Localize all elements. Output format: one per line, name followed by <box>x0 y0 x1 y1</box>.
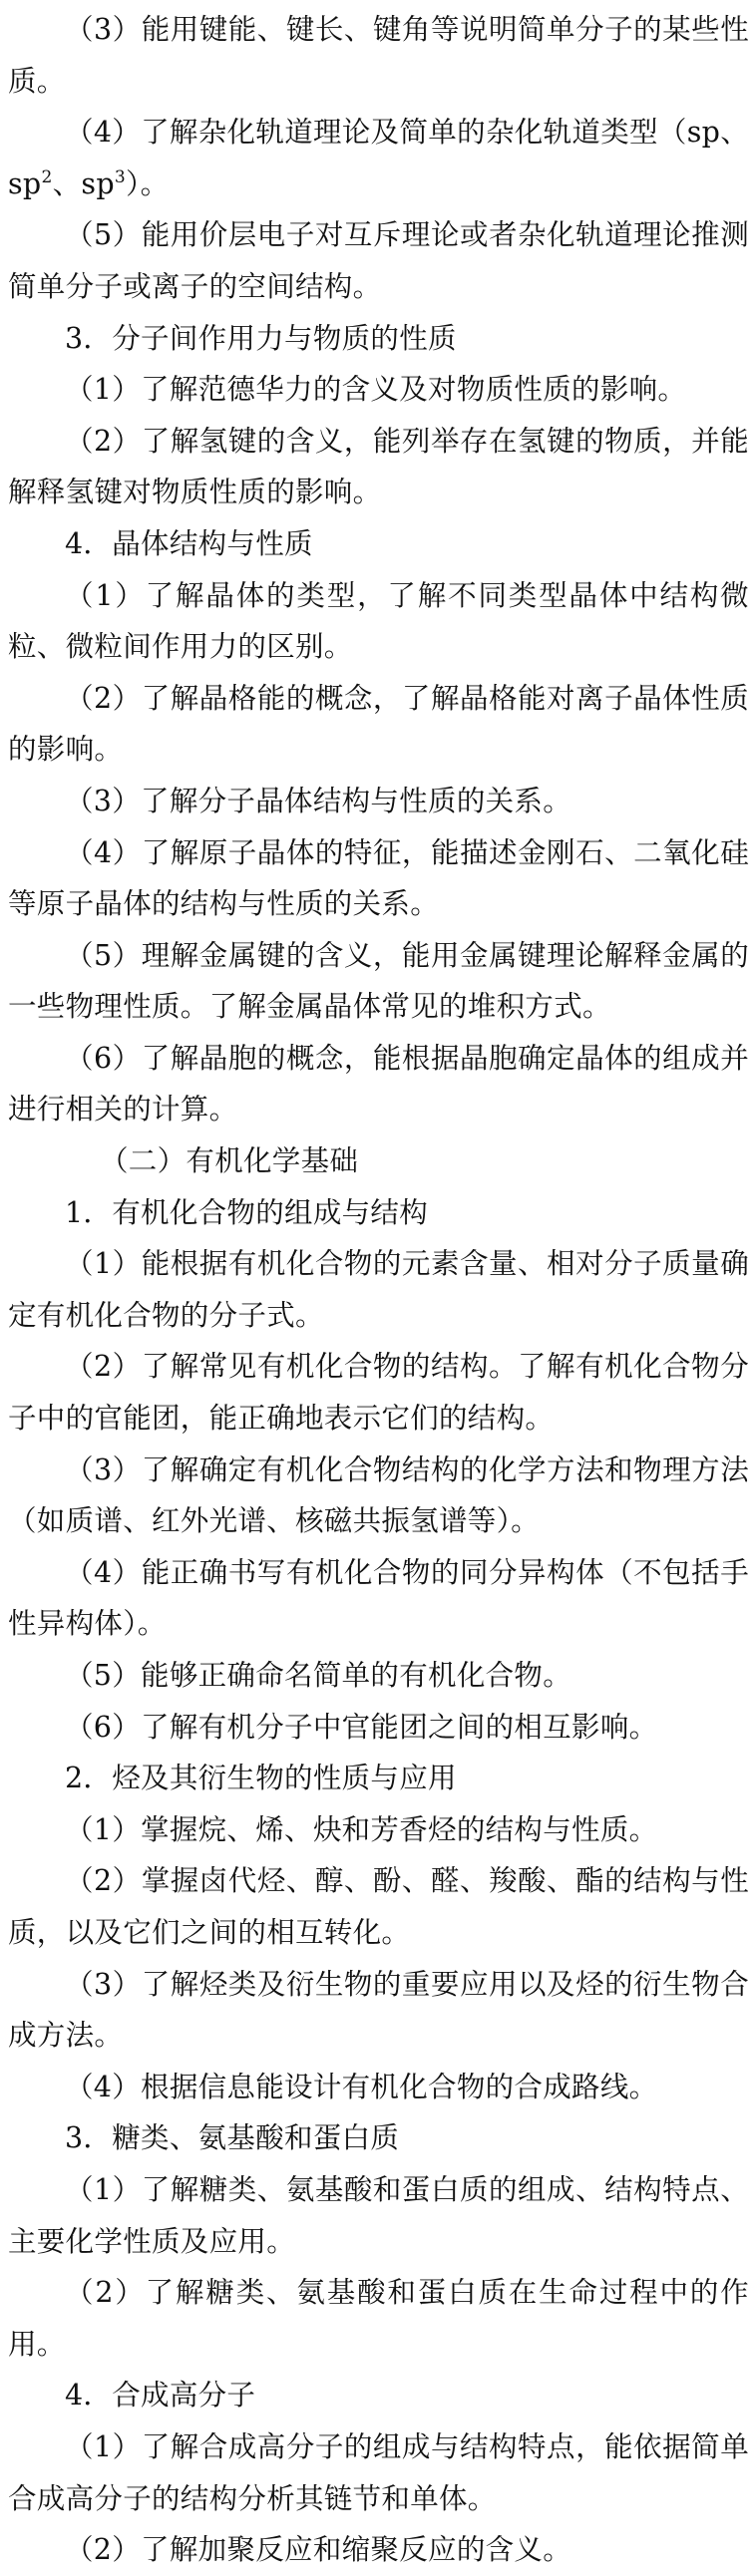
subheading: 4．晶体结构与性质 <box>65 526 313 560</box>
paragraph: （5）能用价层电子对互斥理论或者杂化轨道理论推测简单分子或离子的空间结构。 <box>8 218 749 303</box>
paragraph: （6）了解有机分子中官能团之间的相互影响。 <box>65 1710 658 1744</box>
paragraph: （2）了解晶格能的概念，了解晶格能对离子晶体性质的影响。 <box>8 681 749 767</box>
paragraph: （3）能用键能、键长、键角等说明简单分子的某些性质。 <box>8 13 749 98</box>
document-page <box>0 4 755 2576</box>
superscript: 2 <box>41 166 53 187</box>
subheading: 3．糖类、氨基酸和蛋白质 <box>65 2121 400 2155</box>
paragraph: （1）掌握烷、烯、炔和芳香烃的结构与性质。 <box>65 1812 658 1846</box>
paragraph: （4）根据信息能设计有机化合物的合成路线。 <box>65 2070 658 2103</box>
paragraph: （5）理解金属键的含义，能用金属键理论解释金属的一些物理性质。了解金属晶体常见的堆积方式。 <box>8 938 749 1024</box>
paragraph: （1）了解范德华力的含义及对物质性质的影响。 <box>65 373 687 407</box>
subheading: 2．烃及其衍生物的性质与应用 <box>65 1762 457 1795</box>
paragraph: （2）了解加聚反应和缩聚反应的含义。 <box>65 2533 572 2567</box>
paragraph: （3）了解确定有机化合物结构的化学方法和物理方法（如质谱、红外光谱、核磁共振氢谱等）。 <box>8 1452 749 1538</box>
paragraph: （6）了解晶胞的概念，能根据晶胞确定晶体的组成并进行相关的计算。 <box>8 1041 749 1127</box>
section-heading: （二）有机化学基础 <box>100 1144 359 1178</box>
paragraph: （5）能够正确命名简单的有机化合物。 <box>65 1659 572 1692</box>
paragraph: （4）了解杂化轨道理论及简单的杂化轨道类型（sp、$sp^2$、$sp^3$）。 <box>8 116 749 200</box>
paragraph: （3）了解烃类及衍生物的重要应用以及烃的衍生物合成方法。 <box>8 1967 749 2053</box>
paragraph: （2）掌握卤代烃、醇、酚、醛、羧酸、酯的结构与性质，以及它们之间的相互转化。 <box>8 1864 749 1949</box>
paragraph: （4）了解原子晶体的特征，能描述金刚石、二氧化硅等原子晶体的结构与性质的关系。 <box>8 835 749 921</box>
subheading: 3．分子间作用力与物质的性质 <box>65 321 457 355</box>
paragraph: （1）了解糖类、氨基酸和蛋白质的组成、结构特点、主要化学性质及应用。 <box>8 2172 749 2258</box>
paragraph: （2）了解糖类、氨基酸和蛋白质在生命过程中的作用。 <box>8 2276 749 2361</box>
paragraph: （1）能根据有机化合物的元素含量、相对分子质量确定有机化合物的分子式。 <box>8 1247 749 1332</box>
subheading: 1．有机化合物的组成与结构 <box>65 1195 429 1229</box>
paragraph: （4）能正确书写有机化合物的同分异构体（不包括手性异构体）。 <box>8 1555 749 1641</box>
paragraph: （2）了解氢键的含义，能列举存在氢键的物质，并能解释氢键对物质性质的影响。 <box>8 424 749 509</box>
paragraph: （3）了解分子晶体结构与性质的关系。 <box>65 784 572 817</box>
paragraph: （1）了解晶体的类型，了解不同类型晶体中结构微粒、微粒间作用力的区别。 <box>8 578 749 664</box>
paragraph: （2）了解常见有机化合物的结构。了解有机化合物分子中的官能团，能正确地表示它们的结构。 <box>8 1350 749 1436</box>
subheading: 4．合成高分子 <box>65 2379 256 2413</box>
superscript: 3 <box>114 166 127 187</box>
paragraph: （1）了解合成高分子的组成与结构特点，能依据简单合成高分子的结构分析其链节和单体。 <box>8 2429 749 2515</box>
